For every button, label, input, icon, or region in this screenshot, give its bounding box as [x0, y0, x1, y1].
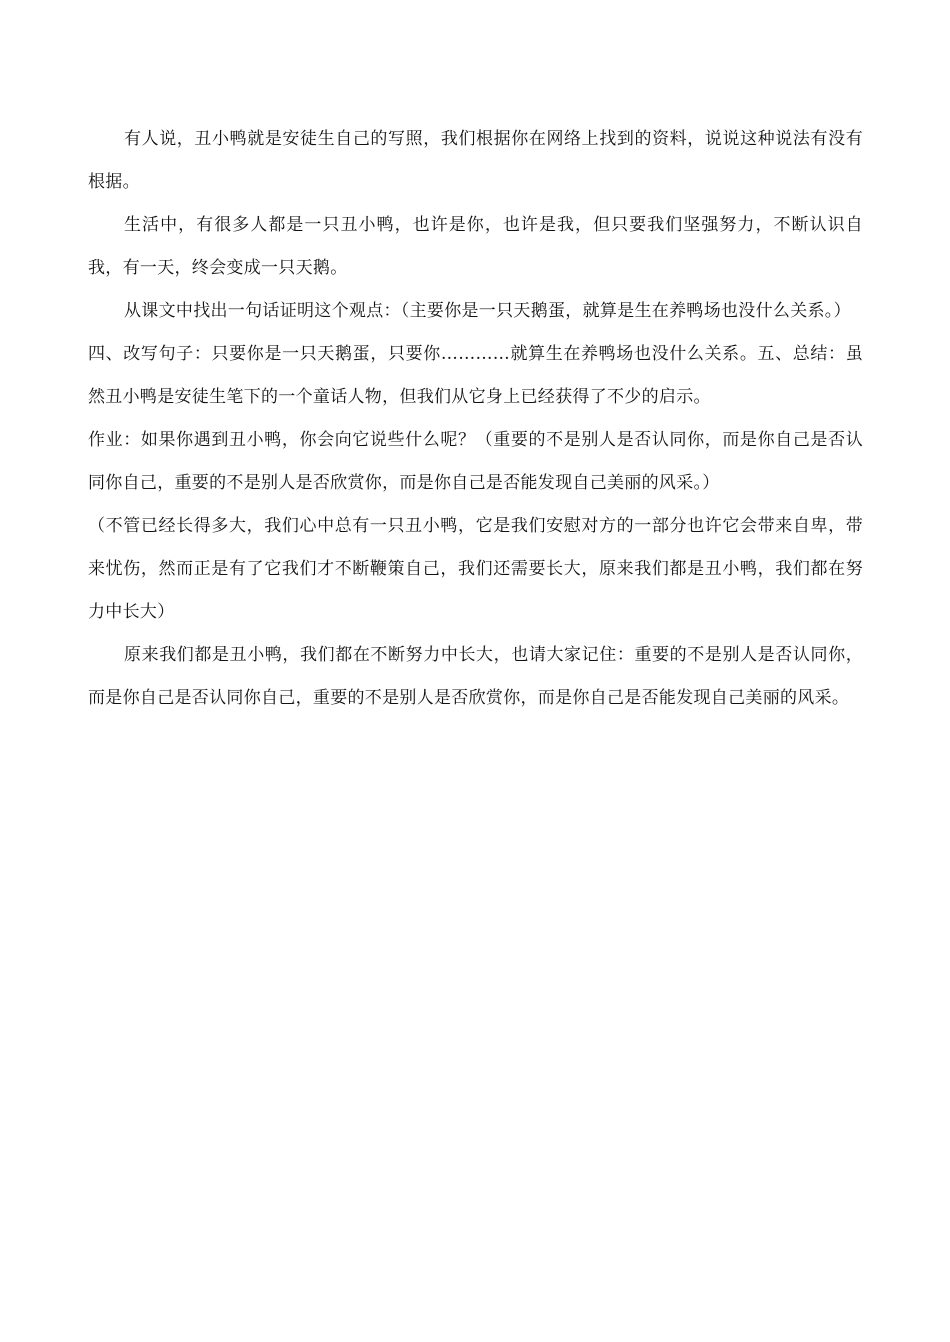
paragraph-rewrite-summary: 四、改写句子：只要你是一只天鹅蛋，只要你…………就算生在养鸭场也没什么关系。五、总结：虽然丑小鸭是安徒生笔下的一个童话人物，但我们从它身上已经获得了不少的启示。 [88, 344, 863, 407]
paragraph-conclusion: 原来我们都是丑小鸭，我们都在不断努力中长大，也请大家记住：重要的不是别人是否认同你，而是你自己是否认同你自己，重要的不是别人是否欣赏你，而是你自己是否能发现自己美丽的风采。 [88, 645, 863, 708]
paragraph-homework: 作业：如果你遇到丑小鸭，你会向它说些什么呢？（重要的不是别人是否认同你，而是你自己是否认同你自己，重要的不是别人是否欣赏你，而是你自己是否能发现自己美丽的风采。） [88, 430, 863, 493]
paragraph-reflection: （不管已经长得多大，我们心中总有一只丑小鸭，它是我们安慰对方的一部分也许它会带来自卑，带来忧伤，然而正是有了它我们才不断鞭策自己，我们还需要长大，原来我们都是丑小鸭，我们都在努力中长大） [88, 516, 863, 622]
paragraph-find-sentence: 从课文中找出一句话证明这个观点：（主要你是一只天鹅蛋，就算是生在养鸭场也没什么关系。） [124, 301, 851, 321]
document-page [88, 118, 863, 720]
paragraph-author-question: 有人说，丑小鸭就是安徒生自己的写照，我们根据你在网络上找到的资料，说说这种说法有没有根据。 [88, 129, 863, 192]
paragraph-life-swan: 生活中，有很多人都是一只丑小鸭，也许是你，也许是我，但只要我们坚强努力，不断认识自我，有一天，终会变成一只天鹅。 [88, 215, 863, 278]
